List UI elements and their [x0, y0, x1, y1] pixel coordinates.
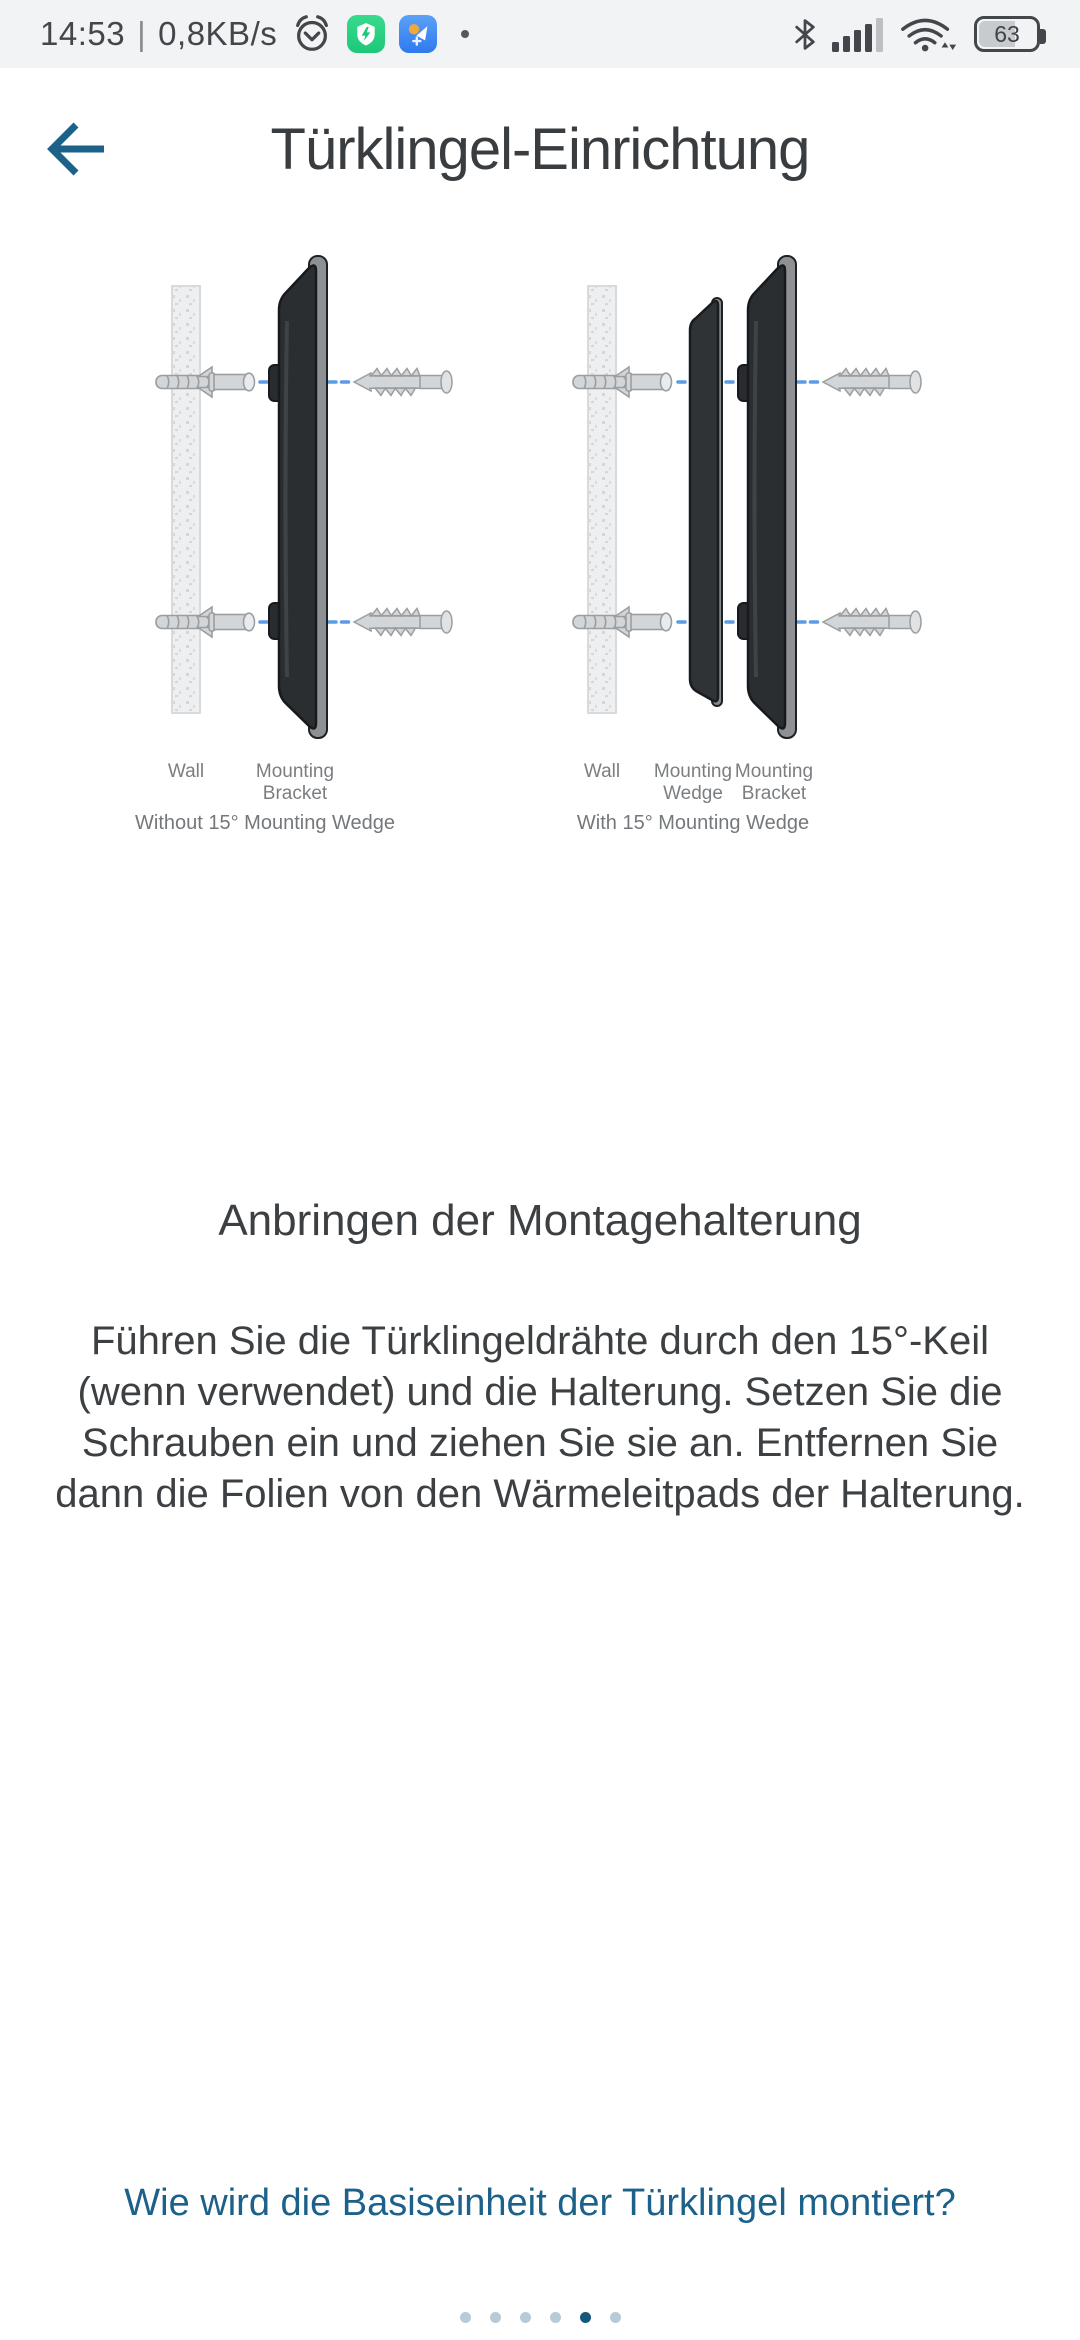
page-indicator — [0, 2312, 1080, 2323]
page-dot-3[interactable] — [520, 2312, 531, 2323]
instruction-heading: Anbringen der Montagehalterung — [218, 1196, 862, 1245]
mounting-bracket-graphic — [269, 256, 327, 738]
diagram-without-wedge — [100, 250, 480, 860]
wedge-label: Mounting Wedge — [653, 761, 733, 804]
page-dot-1[interactable] — [460, 2312, 471, 2323]
instruction-body: Führen Sie die Türklingeldrähte durch den 15°-Keil (wenn verwendet) und die Halterung. Setzen Sie die Schrauben ein und ziehen Sie sie an. Entfernen Sie dann die Folien von den Wärmeleitpads der Halterung. — [55, 1319, 1025, 1516]
diagram-caption: With 15° Mounting Wedge — [576, 812, 810, 834]
diagram-with-wedge — [530, 250, 950, 860]
signal-icon — [832, 16, 884, 52]
notification-dot — [461, 30, 469, 38]
wall-graphic — [172, 286, 200, 713]
wall-label: Wall — [583, 761, 621, 782]
battery-nub — [1040, 29, 1046, 44]
clock-time: 14:53 — [40, 15, 126, 52]
security-app-icon — [347, 15, 385, 53]
wall-anchor-graphic — [156, 607, 255, 637]
wall-label: Wall — [167, 761, 205, 782]
wall-anchor-graphic — [156, 367, 255, 397]
mounting-bracket-graphic — [738, 256, 796, 738]
network-speed: 0,8KB/s — [158, 15, 278, 52]
status-separator: | — [137, 15, 147, 52]
screw-graphic — [823, 609, 921, 636]
battery-icon — [974, 16, 1040, 52]
status-bar — [0, 0, 1080, 68]
diagram-caption: Without 15° Mounting Wedge — [135, 812, 395, 834]
navigation-app-icon — [399, 15, 437, 53]
diagram-without-wedge-illustration — [100, 250, 480, 745]
page-title: Türklingel-Einrichtung — [270, 117, 810, 182]
screw-graphic — [354, 609, 452, 636]
diagram-with-wedge-illustration — [530, 250, 950, 745]
screw-graphic — [823, 369, 921, 396]
bracket-label: Mounting Bracket — [734, 761, 814, 804]
mounting-wedge-graphic — [690, 298, 722, 706]
wall-graphic — [588, 286, 616, 713]
faq-link[interactable]: Wie wird die Basiseinheit der Türklingel montiert? — [124, 2182, 956, 2224]
page-dot-4[interactable] — [550, 2312, 561, 2323]
screw-graphic — [354, 369, 452, 396]
status-left — [40, 13, 469, 55]
alarm-icon — [291, 13, 333, 55]
bracket-label: Mounting Bracket — [255, 761, 335, 804]
page-dot-6[interactable] — [610, 2312, 621, 2323]
bluetooth-icon — [793, 17, 817, 52]
status-right — [793, 14, 1040, 54]
battery-percent: 63 — [994, 20, 1020, 47]
page-dot-active[interactable] — [580, 2312, 591, 2323]
wifi-icon — [899, 14, 959, 54]
page-dot-2[interactable] — [490, 2312, 501, 2323]
